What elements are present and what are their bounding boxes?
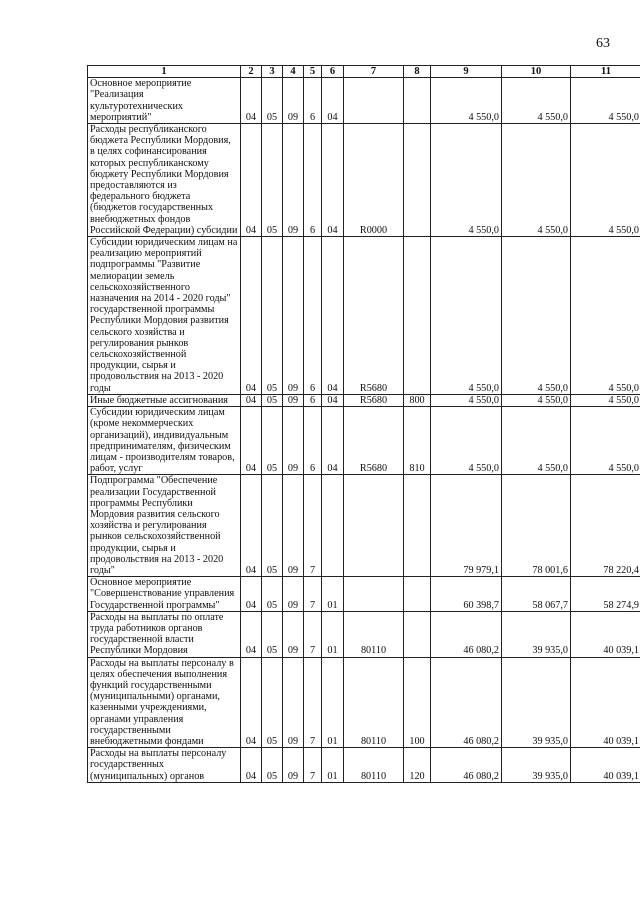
cell-subprogram: 7 [304,611,322,657]
col-header-10: 10 [502,66,571,78]
col-header-4: 4 [283,66,304,78]
table-row [88,394,640,406]
table-row [88,577,640,612]
cell-subsection: 05 [262,124,283,237]
cell-main-event: 04 [322,394,344,406]
table-row [88,611,640,657]
table-row [88,78,640,124]
row-name: Иные бюджетные ассигнования [88,394,241,406]
cell-subprogram: 6 [304,394,322,406]
cell-section: 04 [241,657,262,748]
row-name: Расходы на выплаты персоналу государственных (муниципальных) органов [88,748,241,783]
cell-program: 09 [283,407,304,475]
row-name: Основное мероприятие "Совершенствование управления Государственной программы" [88,577,241,612]
cell-amount-col11: 4 550,0 [571,78,640,124]
cell-subsection: 05 [262,577,283,612]
col-header-2: 2 [241,66,262,78]
cell-direction [344,475,404,577]
cell-section: 04 [241,78,262,124]
col-header-9: 9 [431,66,502,78]
cell-amount-col11: 4 550,0 [571,407,640,475]
cell-amount-col10: 39 935,0 [502,748,571,783]
table-row [88,475,640,577]
cell-amount-col10: 78 001,6 [502,475,571,577]
cell-program: 09 [283,611,304,657]
cell-subsection: 05 [262,611,283,657]
cell-main-event: 04 [322,124,344,237]
cell-main-event [322,475,344,577]
cell-subprogram: 6 [304,237,322,395]
cell-amount-col9: 46 080,2 [431,748,502,783]
cell-amount-col9: 4 550,0 [431,78,502,124]
cell-amount-col11: 58 274,9 [571,577,640,612]
cell-expense-type [404,237,431,395]
cell-subprogram: 6 [304,407,322,475]
cell-section: 04 [241,407,262,475]
cell-direction [344,577,404,612]
cell-amount-col10: 4 550,0 [502,124,571,237]
cell-subprogram: 7 [304,657,322,748]
cell-program: 09 [283,475,304,577]
cell-expense-type [404,577,431,612]
col-header-5: 5 [304,66,322,78]
budget-table [87,65,640,783]
cell-amount-col9: 79 979,1 [431,475,502,577]
cell-amount-col10: 58 067,7 [502,577,571,612]
cell-main-event: 04 [322,78,344,124]
row-name: Расходы на выплаты персоналу в целях обеспечения выполнения функций государственными (муниципальными) органами, казенными учреждениями, органами управления государственными внебюджетными фондами [88,657,241,748]
table-row [88,124,640,237]
table-row [88,657,640,748]
cell-subprogram: 6 [304,78,322,124]
cell-amount-col10: 4 550,0 [502,407,571,475]
row-name: Субсидии юридическим лицам (кроме некоммерческих организаций), индивидуальным предпринимателям, физическим лицам - производителям товаров, работ, услуг [88,407,241,475]
cell-amount-col11: 4 550,0 [571,394,640,406]
col-header-1: 1 [88,66,241,78]
cell-subsection: 05 [262,407,283,475]
cell-main-event: 01 [322,611,344,657]
col-header-7: 7 [344,66,404,78]
cell-subsection: 05 [262,748,283,783]
cell-section: 04 [241,748,262,783]
cell-amount-col9: 4 550,0 [431,237,502,395]
row-name: Подпрограмма "Обеспечение реализации Государственной программы Республики Мордовия развития сельского хозяйства и регулирования рынков сельскохозяйственной продукции, сырья и продовольствия на 2013 - 2020 годы" [88,475,241,577]
cell-expense-type: 120 [404,748,431,783]
cell-program: 09 [283,657,304,748]
cell-amount-col9: 4 550,0 [431,407,502,475]
cell-amount-col10: 4 550,0 [502,237,571,395]
cell-subsection: 05 [262,237,283,395]
cell-program: 09 [283,394,304,406]
cell-direction: R5680 [344,237,404,395]
cell-expense-type [404,611,431,657]
cell-amount-col10: 4 550,0 [502,394,571,406]
cell-amount-col9: 4 550,0 [431,124,502,237]
cell-section: 04 [241,475,262,577]
cell-direction: R5680 [344,394,404,406]
row-name: Основное мероприятие "Реализация культуротехнических мероприятий" [88,78,241,124]
cell-amount-col11: 78 220,4 [571,475,640,577]
page-number: 63 [596,36,610,51]
cell-program: 09 [283,577,304,612]
cell-subsection: 05 [262,475,283,577]
cell-subprogram: 7 [304,748,322,783]
cell-amount-col11: 4 550,0 [571,124,640,237]
cell-subsection: 05 [262,657,283,748]
cell-main-event: 01 [322,748,344,783]
cell-expense-type: 800 [404,394,431,406]
table-row [88,748,640,783]
cell-subprogram: 7 [304,577,322,612]
cell-amount-col11: 40 039,1 [571,611,640,657]
cell-amount-col11: 40 039,1 [571,748,640,783]
cell-subsection: 05 [262,394,283,406]
header-row [88,66,640,78]
cell-program: 09 [283,78,304,124]
col-header-11: 11 [571,66,640,78]
col-header-6: 6 [322,66,344,78]
cell-amount-col9: 60 398,7 [431,577,502,612]
cell-expense-type [404,475,431,577]
cell-amount-col10: 39 935,0 [502,611,571,657]
row-name: Расходы республиканского бюджета Республики Мордовия, в целях софинансирования которых республиканскому бюджету Республики Мордовия предоставляются из федерального бюджета (бюджетов государственных внебюджетных фондов Российской Федерации) субсидии [88,124,241,237]
row-name: Субсидии юридическим лицам на реализацию мероприятий подпрограммы "Развитие мелиорации земель сельскохозяйственного назначения на 2014 - 2020 годы" государственной программы Республики Мордовия развития сельского хозяйства и регулирования рынков сельскохозяйственной продукции, сырья и продовольствия на 2013 - 2020 годы [88,237,241,395]
cell-amount-col9: 46 080,2 [431,611,502,657]
cell-direction: 80110 [344,748,404,783]
cell-program: 09 [283,124,304,237]
cell-direction: R0000 [344,124,404,237]
cell-subprogram: 6 [304,124,322,237]
cell-main-event: 01 [322,577,344,612]
cell-amount-col11: 4 550,0 [571,237,640,395]
col-header-8: 8 [404,66,431,78]
cell-section: 04 [241,124,262,237]
cell-amount-col10: 4 550,0 [502,78,571,124]
cell-amount-col11: 40 039,1 [571,657,640,748]
cell-expense-type [404,78,431,124]
cell-direction: 80110 [344,611,404,657]
cell-subsection: 05 [262,78,283,124]
row-name: Расходы на выплаты по оплате труда работников органов государственной власти Республики Мордовия [88,611,241,657]
cell-amount-col9: 46 080,2 [431,657,502,748]
cell-section: 04 [241,611,262,657]
col-header-3: 3 [262,66,283,78]
cell-amount-col9: 4 550,0 [431,394,502,406]
cell-program: 09 [283,237,304,395]
cell-main-event: 04 [322,407,344,475]
cell-section: 04 [241,577,262,612]
cell-main-event: 01 [322,657,344,748]
cell-section: 04 [241,394,262,406]
cell-amount-col10: 39 935,0 [502,657,571,748]
cell-expense-type: 810 [404,407,431,475]
cell-direction: 80110 [344,657,404,748]
cell-section: 04 [241,237,262,395]
table-row [88,407,640,475]
table-row [88,237,640,395]
cell-expense-type [404,124,431,237]
cell-subprogram: 7 [304,475,322,577]
cell-main-event: 04 [322,237,344,395]
cell-direction [344,78,404,124]
cell-direction: R5680 [344,407,404,475]
cell-expense-type: 100 [404,657,431,748]
cell-program: 09 [283,748,304,783]
